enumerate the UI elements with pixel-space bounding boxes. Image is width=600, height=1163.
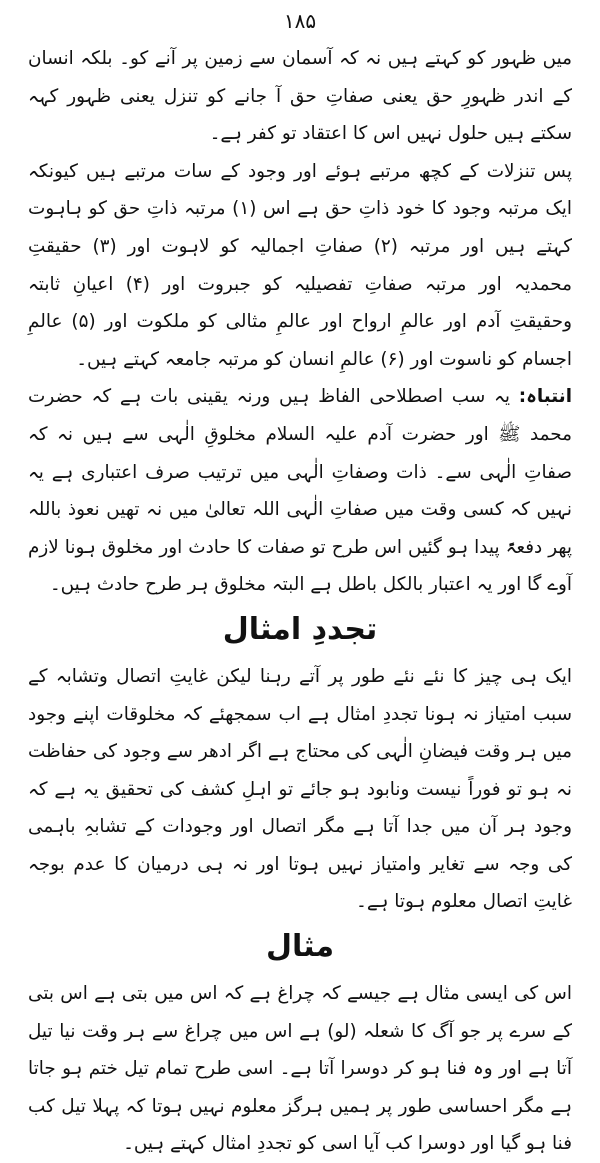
paragraph-tajaddud: ایک ہی چیز کا نئے نئے طور پر آتے رہنا لیکن غایتِ اتصال وتشابہ کے سبب امتیاز نہ ہونا تجددِ امثال ہے اب سمجھئے کہ مخلوقات اپنے وجود میں ہر وقت فیضانِ الٰہی کی محتاج ہے اگر ادھر سے وجود کی حفاظت نہ ہو تو فوراً نیست ونابود ہو جائے تو اہلِ کشف کی تحقیق یہ ہے کہ وجود ہر آن میں جدا آتا ہے مگر اتصال اور وجودات کے تشابہِ باہمی کی وجہ سے تغایر وامتیاز نہیں ہوتا اور نہ ہی درمیان کا عدم بوجہ غایتِ اتصال معلوم ہوتا ہے۔	[28, 665, 572, 913]
note-paragraph	[28, 378, 572, 604]
paragraph-zuhoor: میں ظہور کو کہتے ہیں نہ کہ آسمان سے زمین پر آنے کو۔ بلکہ انسان کے اندر ظہورِ حق یعنی صفاتِ حق آ جانے کو تنزل یعنی ظہور کہہ سکتے ہیں حلول نہیں اس کا اعتقاد تو کفر ہے۔	[28, 48, 572, 145]
paragraph-misaal: اس کی ایسی مثال ہے جیسے کہ چراغ ہے کہ اس میں بتی ہے اس بتی کے سرے پر جو آگ کا شعلہ (لو) ہے اس میں چراغ سے ہر وقت نیا تیل آتا ہے اور وہ فنا ہو کر دوسرا آتا ہے۔ اسی طرح تمام تیل ختم ہو جاتا ہے مگر احساسی طور پر ہمیں ہرگز معلوم نہیں ہوتا کہ پہلا تیل کب فنا ہو گیا اور دوسرا کب آیا اسی کو تجددِ امثال کہتے ہیں۔	[28, 983, 572, 1155]
section-heading-misaal: مثال	[265, 929, 335, 965]
note-text: یہ سب اصطلاحی الفاظ ہیں ورنہ یقینی بات ہے کہ حضرت محمد ﷺ اور حضرت آدم علیہ السلام مخلوقِ الٰہی سے ہیں نہ کہ صفاتِ الٰہی سے۔ ذات وصفاتِ الٰہی میں ترتیب صرف اعتباری ہے یہ نہیں کہ کسی وقت میں صفاتِ الٰہی اللہ تعالیٰ میں نہ تھیں نعوذ باللہ پھر دفعۃً پیدا ہو گئیں اس طرح تو صفات کا حادث اور مخلوق ہونا لازم آوے گا اور یہ اعتبار بالکل باطل ہے البتہ مخلوق ہر طرح حادث ہیں۔	[28, 386, 572, 596]
note-lead: انتباہ:	[518, 386, 572, 408]
section-heading-tajaddud: تجددِ امثال	[222, 611, 378, 647]
page-number: ۱۸۵	[283, 9, 317, 33]
paragraph-tanazzulat: پس تنزلات کے کچھ مرتبے ہوئے اور وجود کے سات مرتبے ہیں کیونکہ ایک مرتبہ وجود کا خود ذاتِ حق ہے اس (۱) مرتبہ ذاتِ حق کو ہاہوت کہتے ہیں اور مرتبہ (۲) صفاتِ اجمالیہ کو لاہوت اور (۳) حقیقتِ محمدیہ اور مرتبہ صفاتِ تفصیلیہ کو جبروت اور (۴) اعیانِ ثابتہ وحقیقتِ آدم اور عالمِ ارواح اور عالمِ مثالی کو ملکوت اور (۵) عالمِ اجسام کو ناسوت اور (۶) عالمِ انسان کو مرتبہ جامعہ کہتے ہیں۔	[28, 160, 573, 370]
